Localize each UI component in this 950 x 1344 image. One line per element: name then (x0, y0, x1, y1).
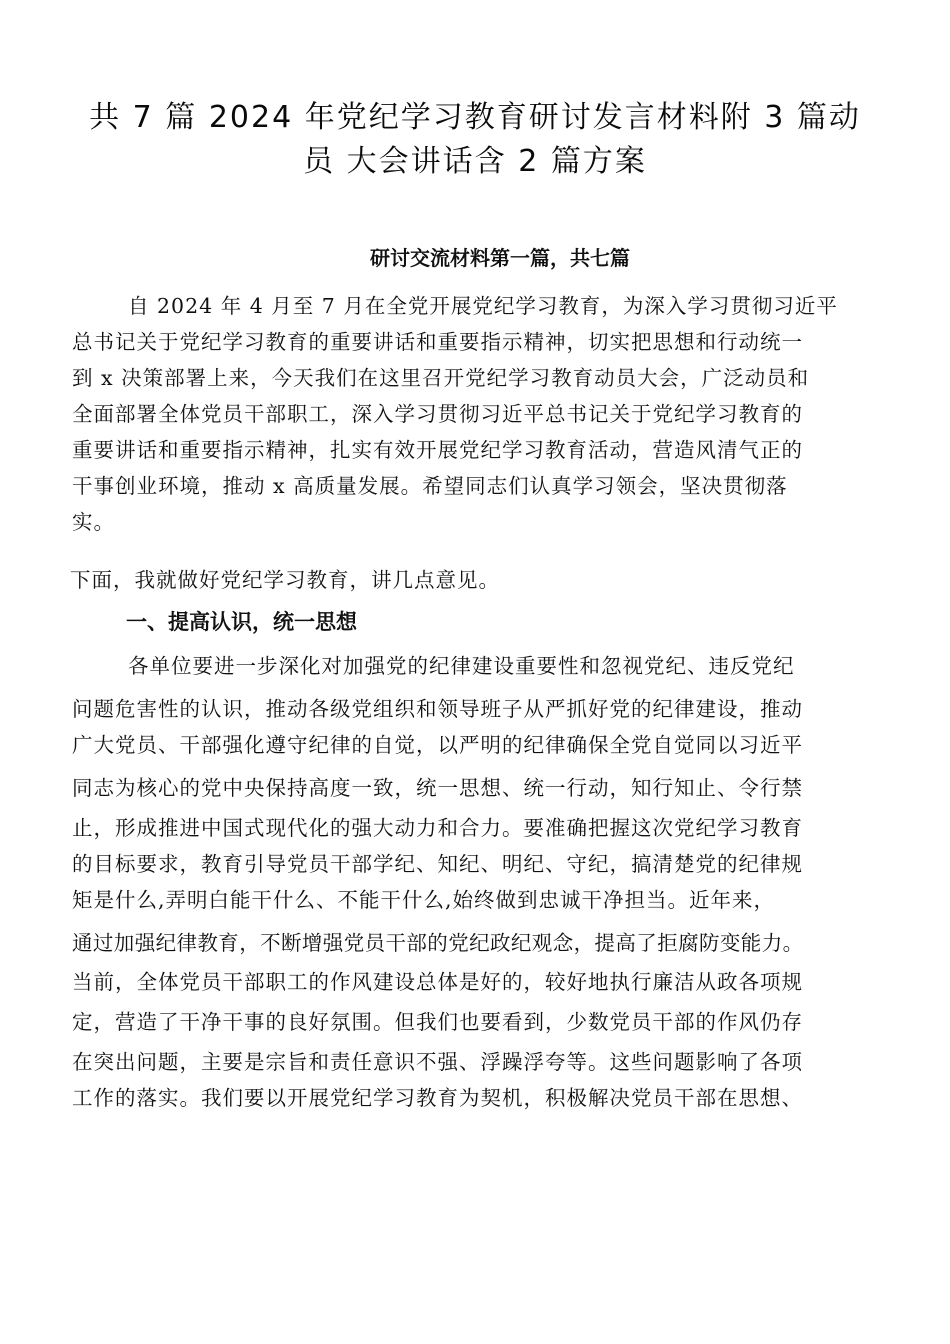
paragraph-line: 全面部署全体党员干部职工，深入学习贯彻习近平总书记关于党纪学习教育的 (72, 402, 803, 426)
paragraph-line: 止，形成推进中国式现代化的强大动力和合力。要准确把握这次党纪学习教育 (72, 816, 803, 840)
document-title (60, 96, 890, 184)
paragraph-line: 的目标要求，教育引导党员干部学纪、知纪、明纪、守纪，搞清楚党的纪律规 (72, 852, 803, 876)
paragraph-line: 在突出问题，主要是宗旨和责任意识不强、浮躁浮夸等。这些问题影响了各项 (72, 1050, 803, 1074)
paragraph-line: 各单位要进一步深化对加强党的纪律建设重要性和忽视党纪、违反党纪 (128, 654, 795, 678)
paragraph-line: 通过加强纪律教育，不断增强党员干部的党纪政纪观念，提高了拒腐防变能力。 (72, 931, 804, 955)
section-subtitle: 研讨交流材料第一篇，共七篇 (370, 246, 630, 270)
paragraph-line: 定，营造了干净干事的良好氛围。但我们也要看到，少数党员干部的作风仍存 (72, 1010, 803, 1034)
title-line-1: 共 7 篇 2024 年党纪学习教育研讨发言材料附 3 篇动 (89, 100, 861, 135)
paragraph-line: 重要讲话和重要指示精神，扎实有效开展党纪学习教育活动，营造风清气正的 (72, 438, 803, 462)
paragraph-line: 下面，我就做好党纪学习教育，讲几点意见。 (70, 568, 500, 592)
paragraph-line: 干事创业环境，推动 x 高质量发展。希望同志们认真学习领会，坚决贯彻落 (72, 474, 788, 498)
paragraph-line: 问题危害性的认识，推动各级党组织和领导班子从严抓好党的纪律建设，推动 (72, 697, 803, 721)
paragraph-line: 自 2024 年 4 月至 7 月在全党开展党纪学习教育，为深入学习贯彻习近平 (128, 294, 838, 318)
paragraph-line: 工作的落实。我们要以开展党纪学习教育为契机，积极解决党员干部在思想、 (72, 1086, 803, 1110)
paragraph-line: 总书记关于党纪学习教育的重要讲话和重要指示精神，切实把思想和行动统一 (72, 330, 803, 354)
paragraph-line: 广大党员、干部强化遵守纪律的自觉，以严明的纪律确保全党自觉同以习近平 (72, 733, 803, 757)
paragraph-line: 实。 (72, 510, 115, 534)
section-heading: 一、提高认识，统一思想 (126, 610, 357, 634)
paragraph-line: 当前，全体党员干部职工的作风建设总体是好的，较好地执行廉洁从政各项规 (72, 970, 803, 994)
paragraph-line: 矩是什么,弄明白能干什么、不能干什么,始终做到忠诚干净担当。近年来， (72, 888, 776, 912)
paragraph-line: 同志为核心的党中央保持高度一致，统一思想、统一行动，知行知止、令行禁 (72, 776, 803, 800)
paragraph-line: 到 x 决策部署上来，今天我们在这里召开党纪学习教育动员大会，广泛动员和 (72, 366, 810, 390)
title-line-2: 员 大会讲话含 2 篇方案 (303, 144, 647, 179)
